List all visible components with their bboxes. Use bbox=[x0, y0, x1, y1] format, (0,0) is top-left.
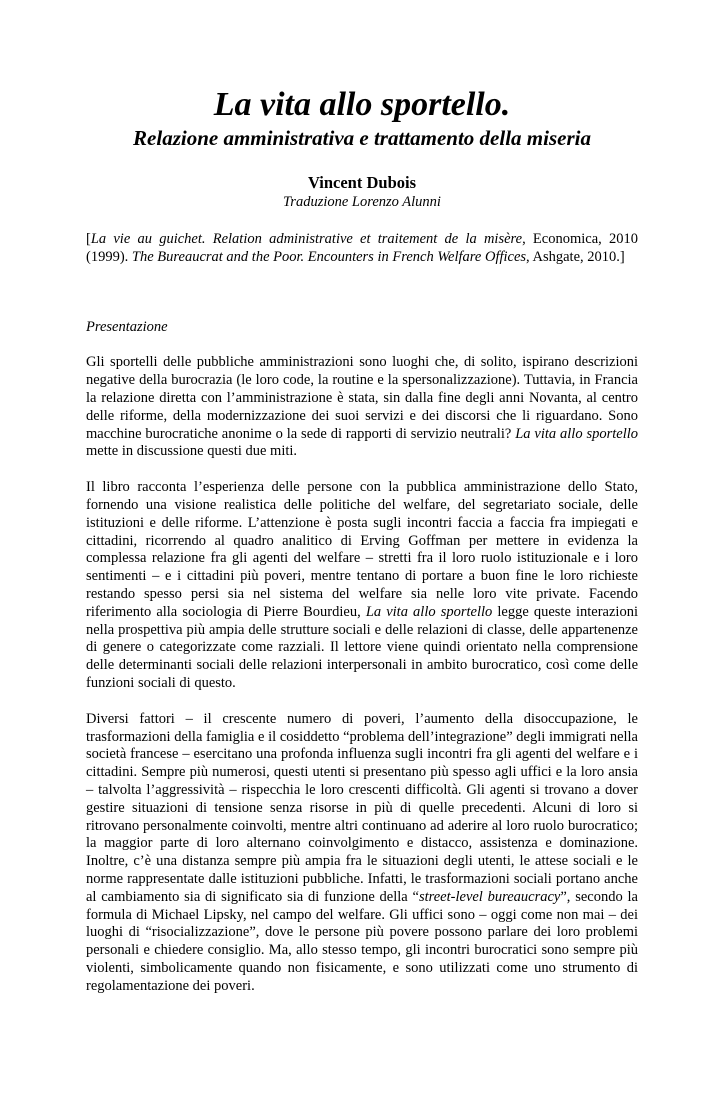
reference-english-title: The Bureaucrat and the Poor. Encounters in French Welfare Offices bbox=[131, 248, 527, 265]
paragraph-3-text-c: ”, secondo la formula di Michael Lipsky, nel campo del welfare. Gli uffici sono – oggi come non mai – dei luoghi di “risocializzazione”, dove le persone più povere possono parlare dei loro problemi personali e chiedere consiglio. Ma, allo stesso tempo, gli incontri burocratici sono sempre più violenti, simbolicamente quando non fisicamente, e sono utilizzati come uno strumento di regolamentazione dei poveri. bbox=[86, 888, 638, 994]
paragraph-1-text-c: mette in discussione questi due miti. bbox=[86, 443, 298, 460]
document-page bbox=[0, 85, 724, 1109]
paragraph-3 bbox=[86, 711, 638, 996]
paragraph-2-text-c: legge queste interazioni nella prospettiva più ampia delle strutture sociali e delle relazioni di classe, delle appartenenze di genere o categorizzate come razziali. Il lettore viene quindi orientato nella comprensione delle determinanti sociali delle relazioni interpersonali in ambito burocratico, così come delle funzioni sociali di questo. bbox=[86, 603, 638, 691]
document-title: La vita allo sportello. bbox=[213, 86, 511, 123]
paragraph-1-text-a: Gli sportelli delle pubbliche amministrazioni sono luoghi che, di solito, ispirano descrizioni negative della burocrazia (le loro code, la routine e la spersonalizzazione). Tuttavia, in Francia la relazione diretta con l’amministrazione è stata, sin dalla fine degli anni Novanta, al centro delle riforme, della modernizzazione dei suoi servizi e dei discorsi che li riguardano. Sono macchine burocratiche anonime o la sede di rapporti di servizio neutrali? bbox=[86, 354, 638, 442]
paragraph-2-book-title: La vita allo sportello bbox=[365, 603, 493, 620]
reference-french-title: La vie au guichet. Relation administrative et traitement de la misère bbox=[90, 231, 523, 247]
paragraph-2-text-a: Il libro racconta l’esperienza delle persone con la pubblica amministrazione dello Stato, fornendo una visione realistica delle politiche del welfare, del segretariato sociale, delle istituzioni e delle riforme. L’attenzione è posta sugli incontri faccia a faccia fra impiegati e cittadini, ricorrendo al quadro analitico di Erving Goffman per mettere in evidenza la complessa relazione fra gli agenti del welfare – stretti fra il loro ruolo istituzionale e i loro sentimenti – e i cittadini più poveri, mentre tentano di portare a buon fine le loro richieste restando spesso persi sia nel sistema del welfare sia nelle loro vite private. Facendo riferimento alla sociologia di Pierre Bourdieu, bbox=[86, 479, 638, 620]
section-heading: Presentazione bbox=[86, 318, 168, 335]
reference-english-details: , Ashgate, 2010.] bbox=[526, 248, 625, 265]
paragraph-1 bbox=[86, 354, 638, 461]
paragraph-3-term: street-level bureaucracy bbox=[418, 888, 561, 905]
paragraph-3-text-a: Diversi fattori – il crescente numero di poveri, l’aumento della disoccupazione, le trasformazioni della famiglia e il cosiddetto “problema dell’integrazione” degli immigrati nella società francese – esercitano una profonda influenza sugli incontri fra gli agenti del welfare e i cittadini. Sempre più numerosi, questi utenti si presentano più spesso agli uffici e la loro ansia – talvolta l’aggressività – rispecchia le loro crescenti difficoltà. Gli agenti si trovano a dover gestire situazioni di tensione senza risorse in più di quelle precedenti. Alcuni di loro si ritrovano personalmente coinvolti, mentre altri continuano ad aderire al loro ruolo burocratico; la maggior parte di loro alternano coinvolgimento e distacco, assistenza e dominazione. Inoltre, c’è una distanza sempre più ampia fra le situazioni degli utenti, le attese sociali e le norme rappresentate dalle istituzioni pubbliche. Infatti, le trasformazioni sociali portano anche al cambiamento sia di significato sia di funzione della “ bbox=[86, 710, 638, 905]
reference-french-details: , Economica, 2010 (1999). bbox=[86, 231, 638, 265]
translator-credit: Traduzione Lorenzo Alunni bbox=[283, 194, 441, 210]
reference-open-bracket: [ bbox=[86, 231, 91, 247]
bibliographic-reference bbox=[86, 231, 638, 267]
paragraph-1-book-title: La vita allo sportello bbox=[515, 425, 639, 442]
author-name: Vincent Dubois bbox=[307, 173, 417, 192]
document-subtitle: Relazione amministrativa e trattamento della miseria bbox=[133, 126, 591, 150]
paragraph-2 bbox=[86, 479, 638, 693]
